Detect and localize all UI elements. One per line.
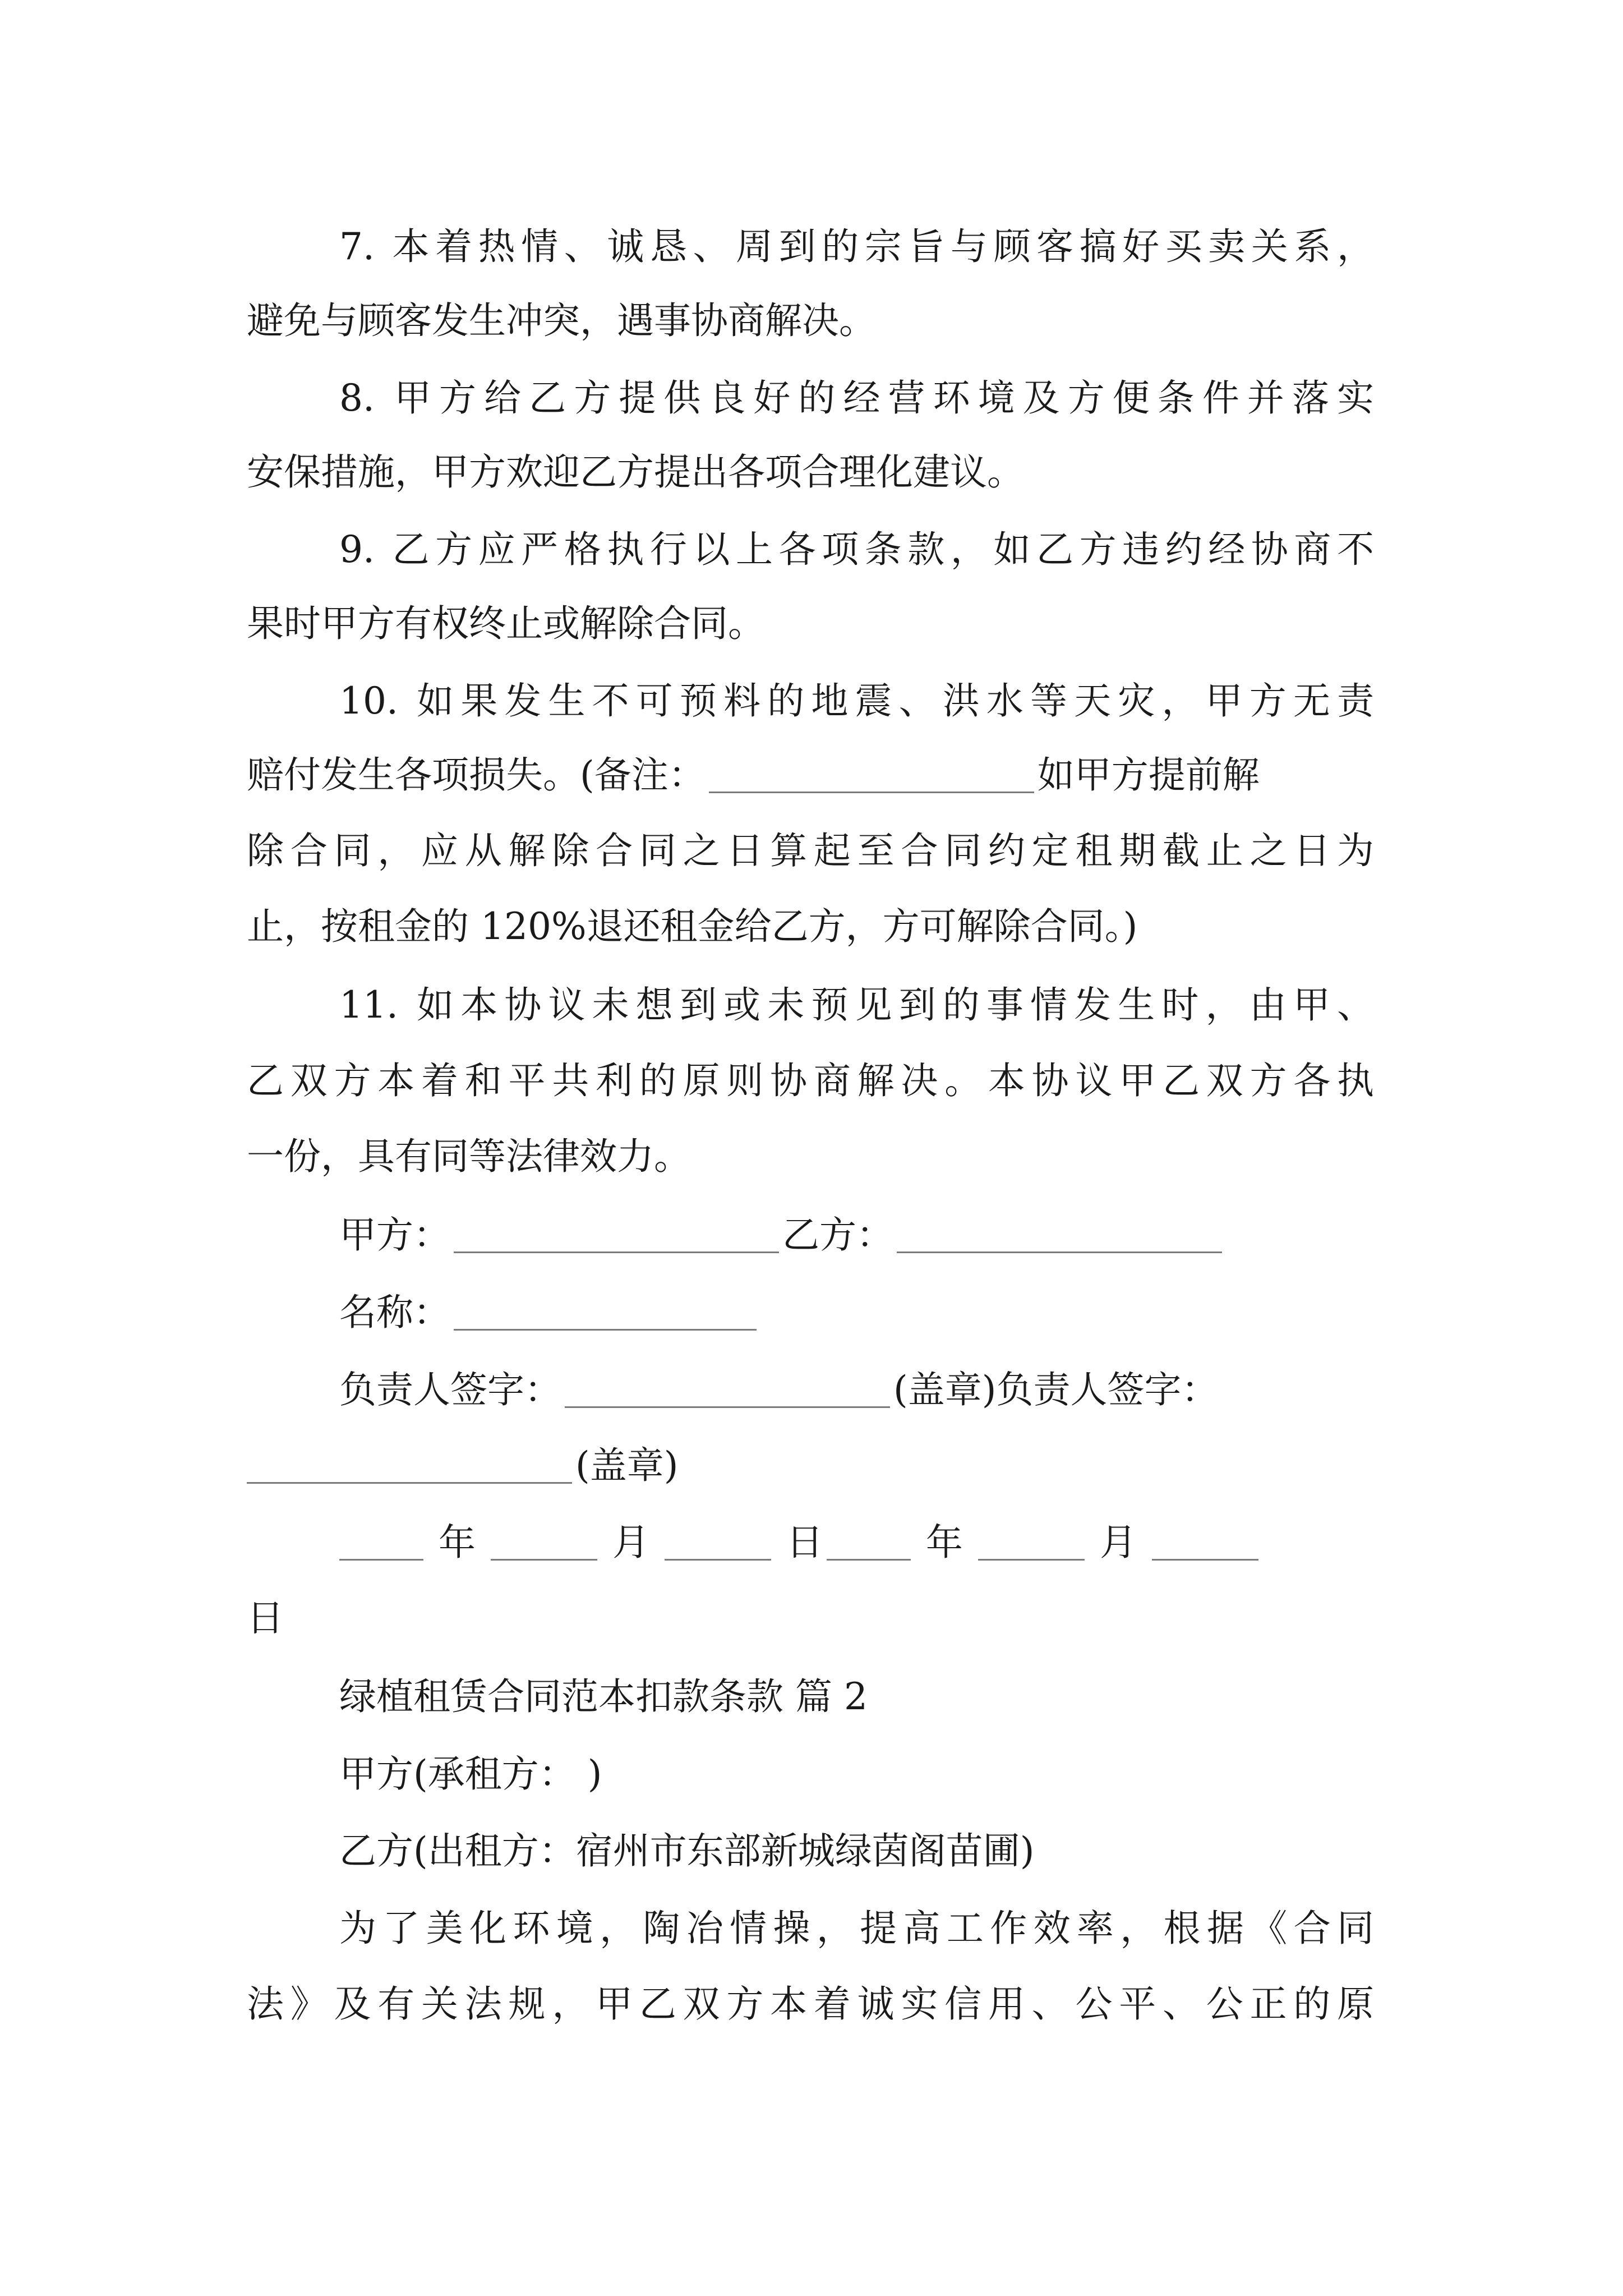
signer-row [339,1351,1219,1429]
text-line: 止，按租金的 120%退还租金给乙方，方可解除合同。) [247,905,1138,948]
text-line: 如甲方提前解 [1037,753,1260,797]
text-line: 8. 甲方给乙方提供良好的经营环境及方便条件并落实 [339,376,1374,420]
section-2-intro-line-1 [0,1889,1623,1968]
clause-8-line-1 [0,359,1623,438]
text-line: 避免与顾客发生冲突，遇事协商解决。 [247,299,876,342]
day-b-label: 日 [247,1596,284,1640]
date-row-wrap [247,1579,284,1658]
text-line: 果时甲方有权终止或解除合同。 [247,602,765,645]
section-2-intro-line-2 [0,1965,1623,2044]
day-b-blank[interactable] [1152,1525,1258,1561]
section-title: 绿植租赁合同范本扣款条款 篇 2 [339,1675,868,1718]
party-a-blank[interactable] [454,1218,779,1253]
year-b-blank[interactable] [827,1525,911,1561]
clause-7-line-1 [0,208,1623,286]
text-line: 除合同，应从解除合同之日算起至合同约定租期截止之日为 [247,829,1374,872]
party-b-line: 乙方(出租方：宿州市东部新城绿茵阁苗圃) [339,1829,1035,1872]
clause-9-line-1 [0,510,1623,589]
month-b-label: 月 [1099,1521,1137,1564]
text-line: 法》及有关法规，甲乙双方本着诚实信用、公平、公正的原 [247,1982,1374,2026]
year-b-label: 年 [925,1521,963,1564]
month-a-label: 月 [612,1521,649,1564]
month-a-blank[interactable] [491,1525,597,1561]
section-2-party-a [339,1735,602,1814]
date-row [339,1503,1262,1582]
section-2-title [339,1658,868,1736]
text-line: 9. 乙方应严格执行以上各项条款，如乙方违约经协商不 [339,528,1374,571]
clause-10-line-1 [0,662,1623,740]
name-row [339,1273,760,1352]
remark-blank[interactable] [709,758,1034,793]
text-line: 一份，具有同等法律效力。 [247,1135,691,1178]
signer-b-blank[interactable] [247,1448,572,1484]
text-line: 7. 本着热情、诚恳、周到的宗旨与顾客搞好买卖关系， [339,225,1374,268]
text-line: 11. 如本协议未想到或未预见到的事情发生时，由甲、 [339,983,1374,1027]
year-a-label: 年 [438,1521,476,1564]
text-line: 赔付发生各项损失。(备注： [247,753,706,797]
day-a-label: 日 [786,1521,823,1564]
party-a-label: 甲方： [339,1213,450,1257]
text-line: 为了美化环境，陶冶情操，提高工作效率，根据《合同 [339,1907,1374,1950]
section-2-party-b [339,1812,1035,1890]
party-a-line: 甲方(承租方： ) [339,1752,602,1796]
clause-11-line-2 [0,1042,1623,1120]
name-blank[interactable] [454,1295,757,1331]
signer-b-row [247,1427,679,1505]
party-b-blank[interactable] [897,1218,1222,1253]
clause-10-line-2 [247,736,1260,815]
year-a-blank[interactable] [339,1525,423,1561]
party-row [339,1196,1225,1274]
name-label: 名称： [339,1291,450,1334]
month-b-blank[interactable] [978,1525,1085,1561]
seal-b-label: (盖章) [575,1444,679,1487]
clause-10-line-3 [0,812,1623,890]
text-line: 10. 如果发生不可预料的地震、洪水等天灾，甲方无责 [339,679,1374,723]
text-line: 安保措施，甲方欢迎乙方提出各项合理化建议。 [247,450,1024,494]
seal-a-label: (盖章)负责人签字： [893,1368,1219,1411]
clause-11-line-1 [0,966,1623,1045]
day-a-blank[interactable] [665,1525,771,1561]
text-line: 乙双方本着和平共利的原则协商解决。本协议甲乙双方各执 [247,1059,1374,1102]
signer-a-label: 负责人签字： [339,1368,561,1411]
party-b-label: 乙方： [782,1213,893,1257]
signer-a-blank[interactable] [565,1373,890,1408]
